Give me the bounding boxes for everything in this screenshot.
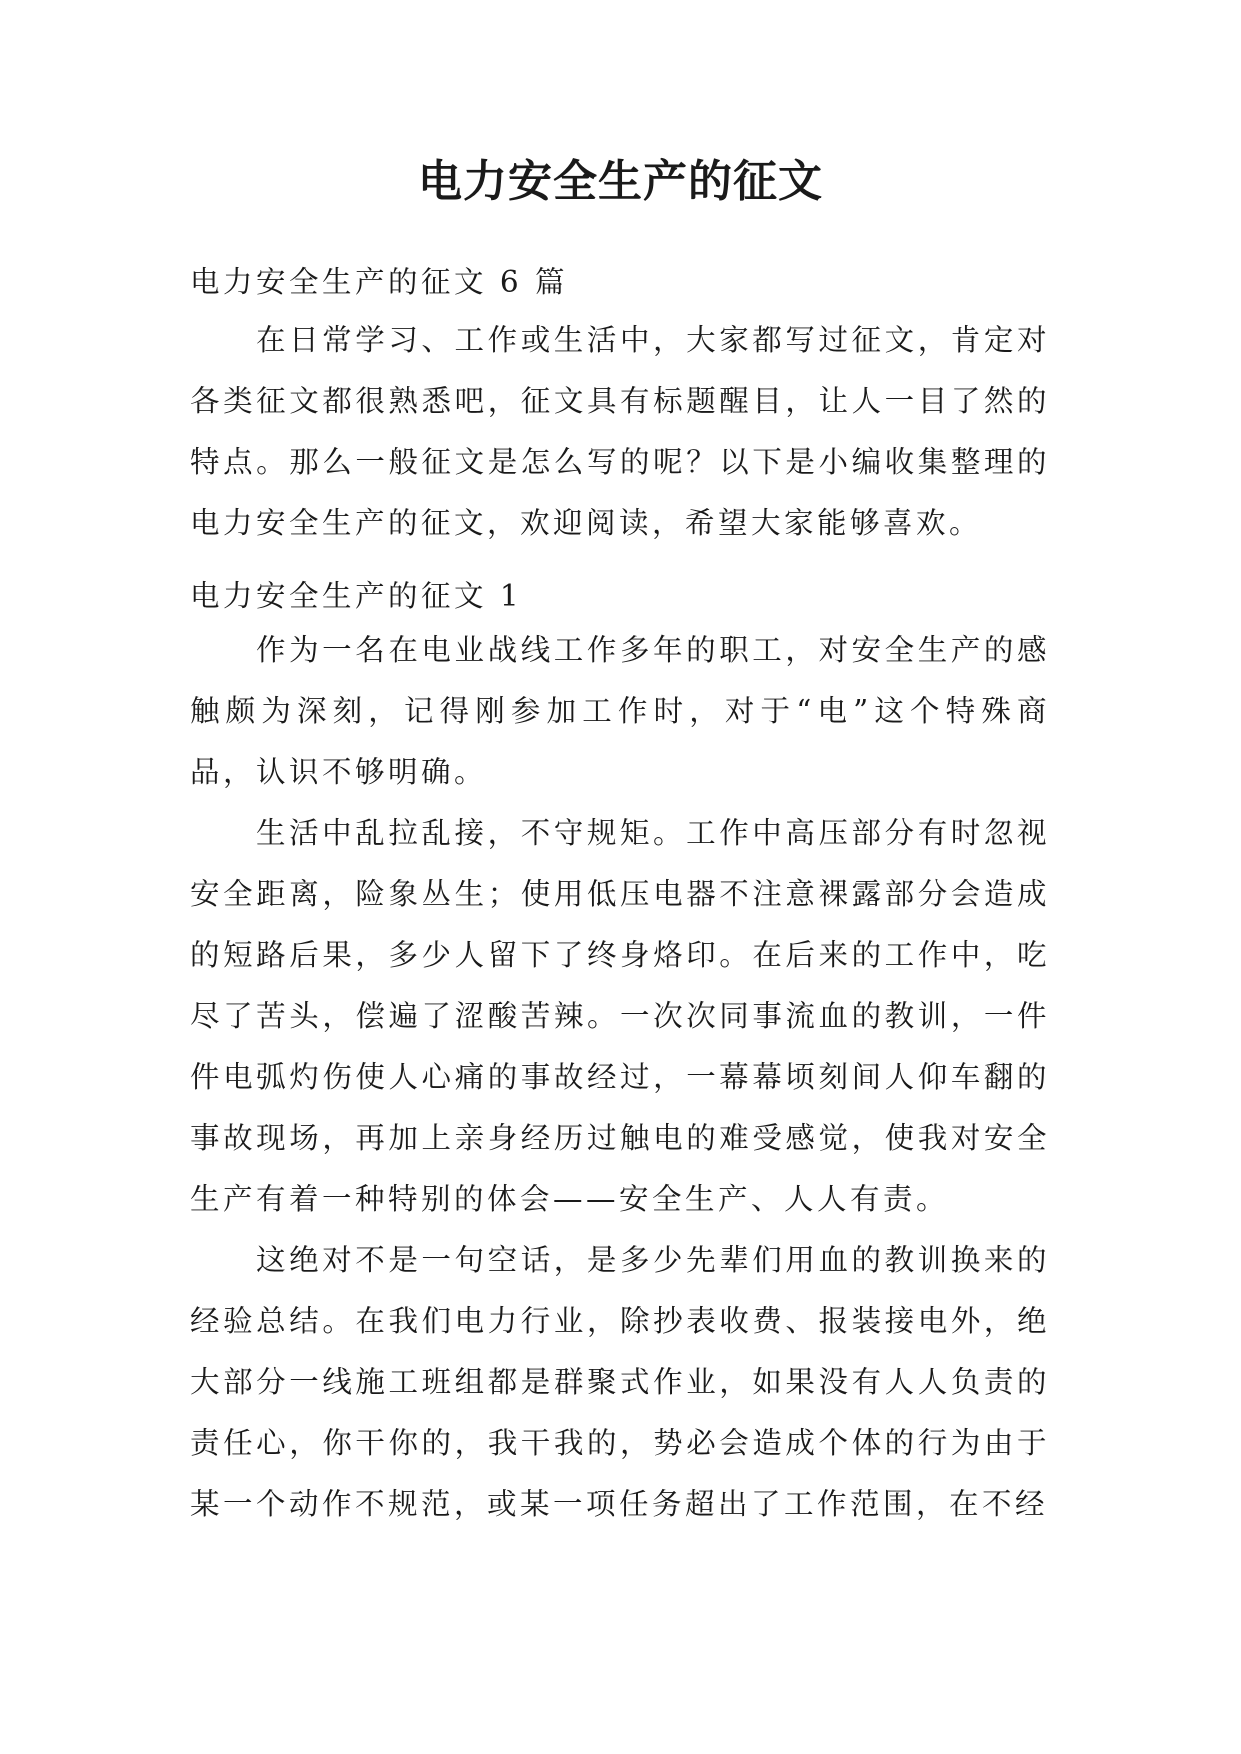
body-paragraph: 作为一名在电业战线工作多年的职工，对安全生产的感触颇为深刻，记得刚参加工作时，对于“电”这个特殊商品，认识不够明确。	[190, 633, 1050, 789]
section-body	[190, 620, 1050, 1535]
intro-block	[190, 310, 1050, 554]
section-heading: 电力安全生产的征文 1	[190, 579, 523, 613]
collection-heading: 电力安全生产的征文 6 篇	[190, 265, 569, 299]
body-paragraph: 生活中乱拉乱接，不守规矩。工作中高压部分有时忽视安全距离，险象丛生；使用低压电器不注意裸露部分会造成的短路后果，多少人留下了终身烙印。在后来的工作中，吃尽了苦头，偿遍了涩酸苦辣。一次次同事流血的教训，一件件电弧灼伤使人心痛的事故经过，一幕幕顷刻间人仰车翻的事故现场，再加上亲身经历过触电的难受感觉，使我对安全生产有着一种特别的体会——安全生产、人人有责。	[190, 816, 1050, 1216]
intro-paragraph: 在日常学习、工作或生活中，大家都写过征文，肯定对各类征文都很熟悉吧，征文具有标题醒目，让人一目了然的特点。那么一般征文是怎么写的呢？以下是小编收集整理的电力安全生产的征文，欢迎阅读，希望大家能够喜欢。	[190, 323, 1050, 540]
page-title: 电力安全生产的征文	[418, 156, 823, 207]
body-paragraph: 这绝对不是一句空话，是多少先辈们用血的教训换来的经验总结。在我们电力行业，除抄表收费、报装接电外，绝大部分一线施工班组都是群聚式作业，如果没有人人负责的责任心，你干你的，我干我的，势必会造成个体的行为由于某一个动作不规范，或某一项任务超出了工作范围，在不经	[190, 1243, 1050, 1521]
